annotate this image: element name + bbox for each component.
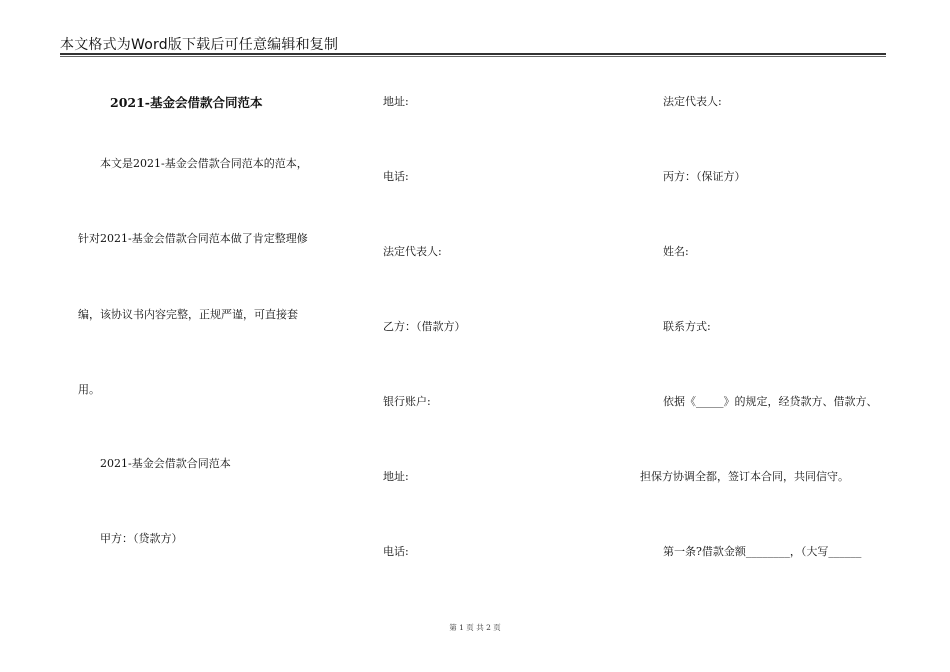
article-1-line: 第一条?借款金额________，（大写______ bbox=[663, 545, 862, 558]
header-divider-thin bbox=[60, 56, 886, 57]
intro-line-3: 编，该协议书内容完整，正规严谨，可直接套 bbox=[78, 308, 298, 321]
phone-label-1: 电话: bbox=[383, 170, 409, 183]
bank-account-label: 银行账户: bbox=[383, 395, 431, 408]
legal-rep-label-1: 法定代表人: bbox=[383, 245, 442, 258]
party-a-label: 甲方：（贷款方） bbox=[100, 532, 183, 545]
agreement-para-line-2: 担保方协调全都，签订本合同，共同信守。 bbox=[640, 470, 849, 483]
header-divider bbox=[60, 53, 886, 55]
section-title: 2021-基金会借款合同范本 bbox=[100, 457, 231, 470]
intro-line-4: 用。 bbox=[78, 383, 100, 396]
legal-rep-label-2: 法定代表人: bbox=[663, 95, 722, 108]
address-label-1: 地址: bbox=[383, 95, 409, 108]
address-label-2: 地址: bbox=[383, 470, 409, 483]
page-number: 第 1 页 共 2 页 bbox=[449, 623, 501, 632]
name-label: 姓名: bbox=[663, 245, 689, 258]
header-title: 本文格式为Word版下载后可任意编辑和复制 bbox=[60, 37, 339, 53]
phone-label-2: 电话: bbox=[383, 545, 409, 558]
party-b-label: 乙方：（借款方） bbox=[383, 320, 466, 333]
contact-label: 联系方式: bbox=[663, 320, 711, 333]
document-title: 2021-基金会借款合同范本 bbox=[110, 95, 263, 110]
intro-line-2: 针对2021-基金会借款合同范本做了肯定整理修 bbox=[78, 232, 308, 245]
party-c-label: 丙方：（保证方） bbox=[663, 170, 746, 183]
intro-line-1: 本文是2021-基金会借款合同范本的范本， bbox=[100, 157, 308, 170]
agreement-para-line-1: 依据《_____》的规定，经贷款方、借款方、 bbox=[663, 395, 878, 408]
